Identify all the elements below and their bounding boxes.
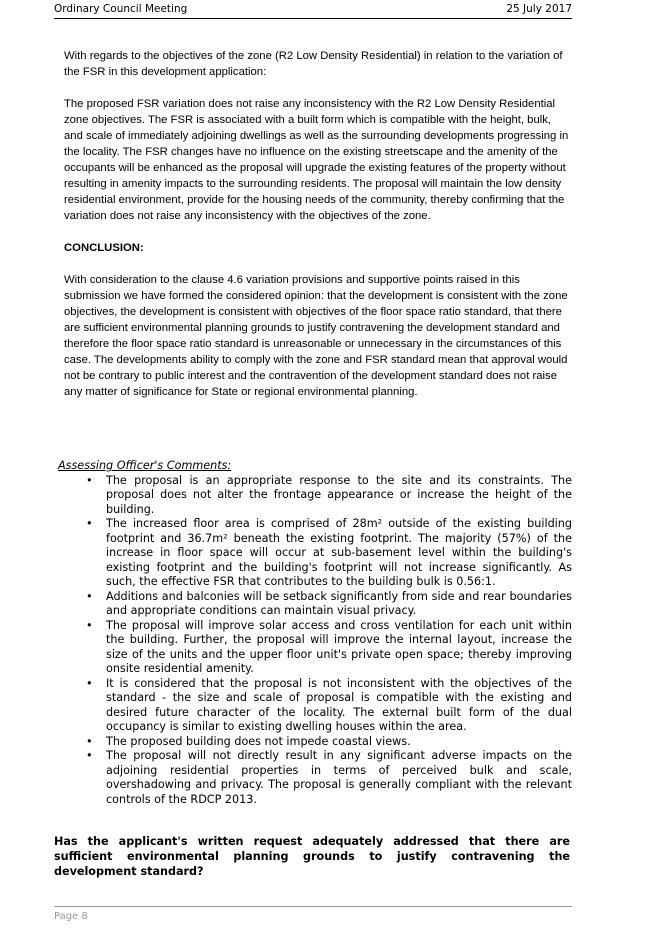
zone-objectives-intro: With regards to the objectives of the zone (R2 Low Density Residential) in relation to the variation of the FSR in this development application: (64, 50, 563, 78)
meeting-title: Ordinary Council Meeting (54, 3, 188, 15)
comment-item: • It is considered that the proposal is not inconsistent with the objectives of the standard - the size and scale of proposal is compatible with the existing and desired future character of the locality. The external built form of the dual occupancy is similar to existing dwelling houses within the area. (106, 677, 572, 735)
comments-list (58, 474, 572, 808)
comment-item: • The increased floor area is comprised of 28m² outside of the existing building footprint and 36.7m² beneath the existing footprint. The majority (57%) of the increase in floor space will occur at sub-basement level within the building's existing footprint and the building's footprint will not increase significantly. As such, the effective FSR that contributes to the building bulk is 0.56:1. (106, 517, 572, 590)
comment-item: • The proposed building does not impede coastal views. (106, 735, 572, 750)
applicant-submission (64, 48, 569, 416)
comment-item: • The proposal is an appropriate response to the site and its constraints. The proposal does not alter the frontage appearance or increase the height of the building. (106, 474, 572, 518)
conclusion-heading: CONCLUSION: (64, 242, 144, 254)
meeting-date: 25 July 2017 (506, 3, 572, 15)
page-footer (54, 906, 572, 922)
comment-item: • The proposal will not directly result in any significant adverse impacts on the adjoining residential properties in terms of perceived bulk and scale, overshadowing and privacy. The proposal is generally compliant with the relevant controls of the RDCP 2013. (106, 749, 572, 807)
assessing-officer-comments (58, 459, 572, 807)
page-header (54, 3, 572, 19)
comment-item: • The proposal will improve solar access and cross ventilation for each unit within the building. Further, the proposal will improve the internal layout, increase the size of the units and the upper floor unit's private open space; thereby improving onsite residential amenity. (106, 619, 572, 677)
page-number: Page 8 (54, 911, 88, 922)
assessing-officer-title: Assessing Officer's Comments: (58, 459, 232, 472)
comment-item: • Additions and balconies will be setback significantly from side and rear boundaries and appropriate conditions can maintain visual privacy. (106, 590, 572, 619)
conclusion-paragraph: With consideration to the clause 4.6 variation provisions and supportive points raised in this submission we have formed the considered opinion: that the development is consistent with the zone objectives, the development is consistent with objectives of the floor space ratio standard, that there are sufficient environmental planning grounds to justify contravening the development standard and therefore the floor space ratio standard is unreasonable or unnecessary in the circumstances of this case. The developments ability to comply with the zone and FSR standard mean that approval would not be contrary to public interest and the contravention of the development standard does not raise any matter of significance for State or regional environmental planning. (64, 274, 568, 398)
fsr-variation-paragraph: The proposed FSR variation does not raise any inconsistency with the R2 Low Density Residential zone objectives. The FSR is associated with a built form which is compatible with the height, bulk, and scale of immediately adjoining dwellings as well as the surrounding developments progressing in the locality. The FSR changes have no influence on the existing streetscape and the amenity of the occupants will be enhanced as the proposal will upgrade the existing features of the property without resulting in amenity impacts to the surrounding residents. The proposal will maintain the low density residential environment, provide for the housing needs of the community, thereby confirming that the variation does not raise any inconsistency with the objectives of the zone. (64, 98, 569, 222)
assessment-question: Has the applicant's written request adequately addressed that there are sufficient environmental planning grounds to justify contravening the development standard? (54, 835, 570, 878)
